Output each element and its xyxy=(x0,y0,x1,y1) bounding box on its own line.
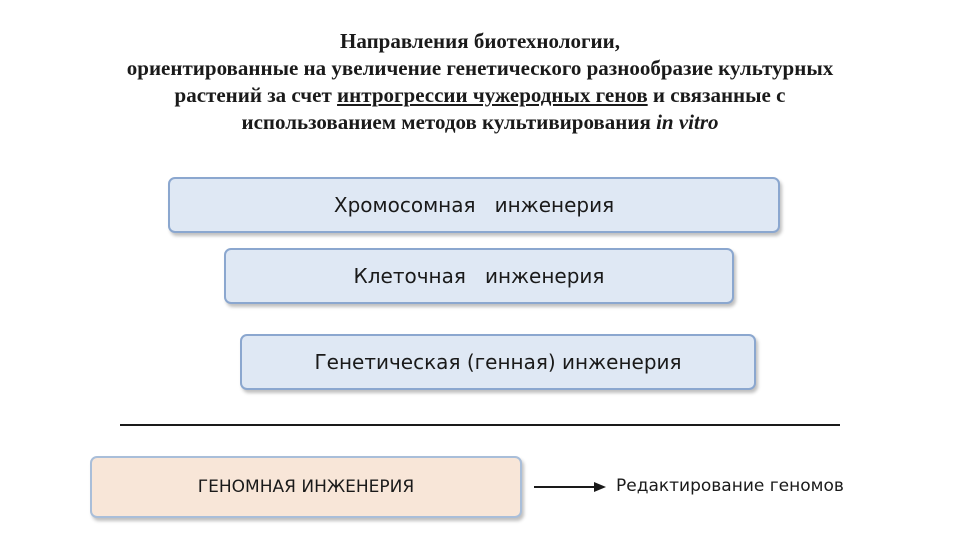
title-line-3-end: и связанные с xyxy=(647,83,786,107)
cell-engineering-box: Клеточная инженерия xyxy=(224,248,734,304)
genetic-engineering-box: Генетическая (генная) инженерия xyxy=(240,334,756,390)
title-underlined-phrase: интрогрессии чужеродных генов xyxy=(337,83,648,107)
diagram-title xyxy=(40,28,920,136)
title-line-2: ориентированные на увеличение генетического разнообразие культурных xyxy=(126,56,834,80)
genome-editing-label: Редактирование геномов xyxy=(616,476,844,496)
title-line-1: Направления биотехнологии, xyxy=(340,29,620,53)
title-line-3-start: растений за счет xyxy=(174,83,338,107)
title-italic-phrase: in vitro xyxy=(656,110,719,134)
title-line-4 xyxy=(40,109,920,136)
right-arrow-icon xyxy=(534,480,606,494)
separator-line xyxy=(120,424,840,426)
genome-engineering-box: ГЕНОМНАЯ ИНЖЕНЕРИЯ xyxy=(90,456,522,518)
chromosome-engineering-box: Хромосомная инженерия xyxy=(168,177,780,233)
title-line-4-start: использованием методов культивирования xyxy=(241,110,657,134)
title-line-3 xyxy=(40,82,920,109)
